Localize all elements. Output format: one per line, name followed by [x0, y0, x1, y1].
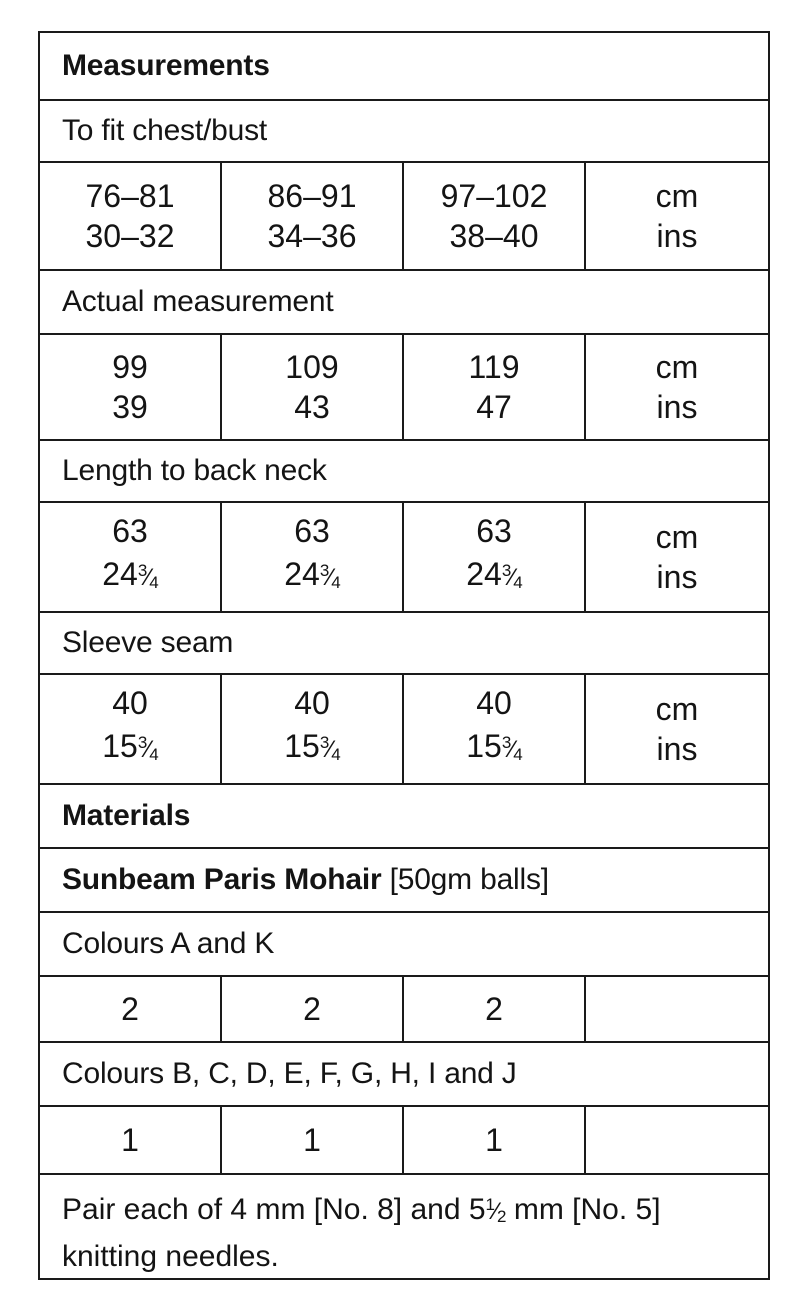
sleeve-size-3-cm: 40: [476, 685, 512, 721]
colours-bj-size-2: [222, 1107, 404, 1173]
chest-size-1-cm: 76–81: [85, 178, 175, 214]
colours-bj-units: [586, 1107, 768, 1173]
colours-bj-size-3-value: 1: [485, 1122, 503, 1158]
chest-unit-ins: ins: [656, 218, 698, 254]
chest-unit-cm: cm: [655, 178, 699, 214]
fraction-numerator: 3: [137, 561, 147, 580]
colours-ak-units: [586, 977, 768, 1041]
chest-values-row: [40, 163, 768, 271]
measurements-heading: [40, 33, 768, 101]
actual-size-1: [40, 335, 222, 439]
fraction: $^3⁄_4$: [501, 733, 522, 764]
chest-size-1: [40, 163, 222, 269]
length-label-row: [40, 441, 768, 503]
actual-size-3-cm: 119: [468, 349, 520, 385]
colours-ak-values-row: [40, 977, 768, 1043]
fraction-denominator: 4: [149, 573, 158, 592]
sleeve-size-3-ins: [466, 723, 522, 775]
yarn-row: [40, 849, 768, 913]
length-values-row: [40, 503, 768, 613]
needles-line-1: [62, 1185, 754, 1237]
actual-unit-ins: ins: [656, 389, 698, 425]
colours-bj-size-3: [404, 1107, 586, 1173]
length-size-1-ins-whole: 24: [102, 556, 138, 592]
actual-label-row: [40, 271, 768, 335]
fraction: $^3⁄_4$: [137, 561, 158, 592]
chest-label: To fit chest/bust: [62, 114, 268, 147]
chest-size-2: [222, 163, 404, 269]
measurements-heading-text: Measurements: [62, 49, 270, 82]
fraction: $^3⁄_4$: [319, 561, 340, 592]
sleeve-label-row: [40, 613, 768, 675]
sleeve-size-2-ins-whole: 15: [284, 728, 320, 764]
length-size-1-cm: 63: [112, 513, 148, 549]
length-label: Length to back neck: [62, 454, 327, 487]
actual-size-2-ins: 43: [294, 389, 330, 425]
colours-bj-size-2-value: 1: [303, 1122, 321, 1158]
needles-line-1-start: Pair each of 4 mm [No. 8] and 5: [62, 1193, 486, 1226]
actual-size-3: [404, 335, 586, 439]
fraction-denominator: 4: [331, 573, 340, 592]
yarn-detail: [50gm balls]: [381, 863, 549, 896]
chest-size-3-ins: 38–40: [449, 218, 539, 254]
fraction-numerator: 3: [319, 561, 329, 580]
fraction-denominator: 4: [149, 745, 158, 764]
materials-heading: [40, 785, 768, 849]
sleeve-size-2: [222, 675, 404, 783]
sleeve-units: [586, 675, 768, 783]
fraction-denominator: 4: [513, 573, 522, 592]
fraction: $^1⁄_2$: [485, 1195, 506, 1226]
length-size-2-cm: 63: [294, 513, 330, 549]
sleeve-size-1-ins: [102, 723, 158, 775]
actual-size-2: [222, 335, 404, 439]
colours-bj-values-row: [40, 1107, 768, 1175]
chest-size-3: [404, 163, 586, 269]
colours-ak-size-2: [222, 977, 404, 1041]
length-unit-cm: cm: [655, 519, 699, 555]
colours-ak-label-row: [40, 913, 768, 977]
actual-values-row: [40, 335, 768, 441]
materials-heading-text: Materials: [62, 799, 191, 832]
sleeve-label: Sleeve seam: [62, 626, 234, 659]
fraction: $^3⁄_4$: [319, 733, 340, 764]
actual-size-1-ins: 39: [112, 389, 148, 425]
fraction-denominator: 4: [331, 745, 340, 764]
fraction: $^3⁄_4$: [137, 733, 158, 764]
needles-note: [40, 1175, 768, 1278]
fraction-numerator: 1: [485, 1195, 495, 1214]
sleeve-size-3-ins-whole: 15: [466, 728, 502, 764]
length-size-2-ins-whole: 24: [284, 556, 320, 592]
sleeve-values-row: [40, 675, 768, 785]
colours-ak-size-1-value: 2: [121, 991, 139, 1027]
needles-line-1-end: mm [No. 5]: [505, 1193, 661, 1226]
sleeve-size-1-cm: 40: [112, 685, 148, 721]
colours-bj-label: Colours B, C, D, E, F, G, H, I and J: [62, 1057, 517, 1090]
colours-ak-size-3: [404, 977, 586, 1041]
yarn-name: Sunbeam Paris Mohair: [62, 863, 382, 896]
sleeve-size-3: [404, 675, 586, 783]
colours-ak-size-2-value: 2: [303, 991, 321, 1027]
length-unit-ins: ins: [656, 559, 698, 595]
length-units: [586, 503, 768, 611]
colours-bj-size-1-value: 1: [121, 1122, 139, 1158]
fraction-numerator: 3: [137, 733, 147, 752]
chest-size-2-cm: 86–91: [267, 178, 357, 214]
chest-size-1-ins: 30–32: [85, 218, 175, 254]
sleeve-size-2-ins: [284, 723, 340, 775]
colours-ak-label: Colours A and K: [62, 927, 275, 960]
actual-unit-cm: cm: [655, 349, 699, 385]
actual-size-3-ins: 47: [476, 389, 512, 425]
colours-ak-size-3-value: 2: [485, 991, 503, 1027]
length-size-1: [40, 503, 222, 611]
fraction-denominator: 2: [497, 1207, 506, 1226]
length-size-3-ins: [466, 551, 522, 603]
colours-ak-size-1: [40, 977, 222, 1041]
actual-units: [586, 335, 768, 439]
length-size-2: [222, 503, 404, 611]
chest-units: [586, 163, 768, 269]
fraction: $^3⁄_4$: [501, 561, 522, 592]
sleeve-size-2-cm: 40: [294, 685, 330, 721]
actual-size-2-cm: 109: [285, 349, 339, 385]
actual-label: Actual measurement: [62, 285, 334, 318]
colours-bj-label-row: [40, 1043, 768, 1107]
fraction-denominator: 4: [513, 745, 522, 764]
chest-label-row: [40, 101, 768, 163]
sleeve-unit-ins: ins: [656, 731, 698, 767]
length-size-1-ins: [102, 551, 158, 603]
length-size-2-ins: [284, 551, 340, 603]
fraction-numerator: 3: [501, 733, 511, 752]
needles-line-2: knitting needles.: [62, 1240, 279, 1273]
length-size-3: [404, 503, 586, 611]
chest-size-2-ins: 34–36: [267, 218, 357, 254]
sleeve-unit-cm: cm: [655, 691, 699, 727]
fraction-numerator: 3: [501, 561, 511, 580]
chest-size-3-cm: 97–102: [440, 178, 548, 214]
colours-bj-size-1: [40, 1107, 222, 1173]
sleeve-size-1-ins-whole: 15: [102, 728, 138, 764]
sleeve-size-1: [40, 675, 222, 783]
actual-size-1-cm: 99: [112, 349, 148, 385]
fraction-numerator: 3: [319, 733, 329, 752]
measurements-table: [38, 31, 770, 1280]
length-size-3-ins-whole: 24: [466, 556, 502, 592]
length-size-3-cm: 63: [476, 513, 512, 549]
